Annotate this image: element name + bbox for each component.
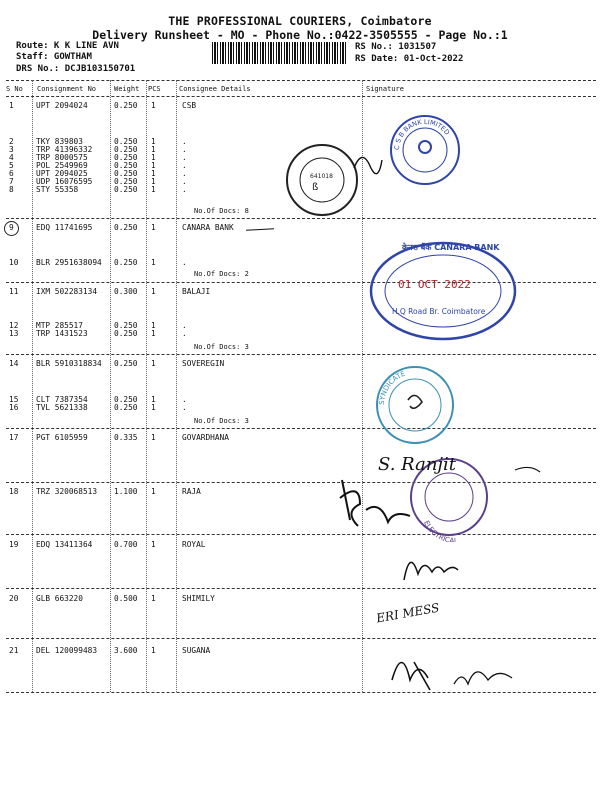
cell-sno: 4 (9, 153, 14, 162)
cell-wt: 0.250 (114, 137, 138, 146)
cell-sno: 7 (9, 177, 14, 186)
cell-pcs: 1 (151, 540, 156, 549)
cell-cno: TVL 5621338 (36, 403, 88, 412)
svg-text:C S B BANK LIMITED (393, 118, 451, 150)
cell-consignee: SHIMILY (182, 594, 215, 603)
cell-sno: 8 (9, 185, 14, 194)
canara-bank-stamp (368, 236, 518, 346)
group-doc-count: No.Of Docs: 8 (194, 207, 249, 215)
cell-wt: 0.250 (114, 395, 138, 404)
canara-address: H.Q Road Br. Coimbatore (392, 307, 486, 316)
col-consignment: Consignment No (37, 85, 97, 93)
col-consignee: Consignee Details (179, 85, 251, 93)
cell-wt: 0.250 (114, 258, 138, 267)
cell-sno: 12 (9, 321, 19, 330)
cell-cno: UPT 2094024 (36, 101, 88, 110)
cell-pcs: 1 (151, 321, 156, 330)
cell-wt: 0.500 (114, 594, 138, 603)
cell-pcs: 1 (151, 223, 156, 232)
cell-consignee: . (182, 395, 187, 404)
cell-cno: IXM 502283134 (36, 287, 98, 296)
cell-cno: TKY 839803 (36, 137, 83, 146)
cell-wt: 0.300 (114, 287, 138, 296)
cell-wt: 0.250 (114, 177, 138, 186)
cell-pcs: 1 (151, 161, 156, 170)
cell-wt: 0.250 (114, 223, 138, 232)
barcode (212, 42, 347, 64)
cell-cno: EDQ 13411364 (36, 540, 93, 549)
csb-stamp-text: C S B BANK LIMITED (392, 117, 452, 151)
cell-cno: TRP 8000575 (36, 153, 88, 162)
cell-consignee: . (182, 258, 187, 267)
staff-label: Staff: GOWTHAM (16, 52, 92, 62)
cell-pcs: 1 (151, 101, 156, 110)
group-doc-count: No.Of Docs: 2 (194, 270, 249, 278)
cell-sno: 11 (9, 287, 19, 296)
cell-cno: TRP 1431523 (36, 329, 88, 338)
pen-mark (246, 228, 274, 230)
cell-sno: 10 (9, 258, 19, 267)
cell-wt: 0.250 (114, 185, 138, 194)
col-sno: S No (6, 85, 23, 93)
signature-royal (396, 540, 466, 590)
cell-sno: 3 (9, 145, 14, 154)
cell-consignee: . (182, 145, 187, 154)
cell-wt: 3.600 (114, 646, 138, 655)
cell-consignee: GOVARDHANA (182, 433, 229, 442)
csb-bank-stamp (385, 110, 465, 190)
cell-sno: 2 (9, 137, 14, 146)
cell-sno: 1 (9, 101, 14, 110)
cell-sno: 21 (9, 646, 19, 655)
group-doc-count: No.Of Docs: 3 (194, 343, 249, 351)
cell-sno: 5 (9, 161, 14, 170)
syndicate-stamp-text: SYNDICATE (377, 369, 407, 406)
cell-consignee: . (182, 185, 187, 194)
rs-number: RS No.: 1031507 (355, 42, 437, 52)
cell-pcs: 1 (151, 153, 156, 162)
cell-cno: BLR 2951638094 (36, 258, 102, 267)
cell-consignee: ROYAL (182, 540, 206, 549)
cell-wt: 1.100 (114, 487, 138, 496)
cell-wt: 0.250 (114, 101, 138, 110)
route-label: Route: K K LINE AVN (16, 41, 119, 51)
cell-sno: 14 (9, 359, 19, 368)
cell-sno: 19 (9, 540, 19, 549)
cell-cno: GLB 663220 (36, 594, 83, 603)
cell-sno: 18 (9, 487, 19, 496)
cell-consignee: . (182, 161, 187, 170)
cell-cno: UPT 2094025 (36, 169, 88, 178)
cell-cno: BLR 5910318834 (36, 359, 102, 368)
cell-consignee: . (182, 137, 187, 146)
row-highlight-circle (4, 221, 19, 236)
svg-text:ß: ß (312, 182, 319, 193)
cell-sno: 17 (9, 433, 19, 442)
cell-wt: 0.250 (114, 359, 138, 368)
runsheet-subtitle: Delivery Runsheet - MO - Phone No.:0422-3505555 - Page No.:1 (92, 28, 508, 42)
signature-raja-text: S. Ranjit (378, 454, 456, 475)
cell-cno: EDQ 11741695 (36, 223, 93, 232)
cell-wt: 0.250 (114, 169, 138, 178)
cell-consignee: . (182, 169, 187, 178)
cell-cno: UDP 16076595 (36, 177, 93, 186)
cell-cno: DEL 120099483 (36, 646, 98, 655)
cell-wt: 0.335 (114, 433, 138, 442)
cell-consignee: . (182, 153, 187, 162)
syndicate-stamp (370, 360, 460, 450)
cell-pcs: 1 (151, 258, 156, 267)
cell-consignee: CANARA BANK (182, 223, 234, 232)
cell-consignee: CSB (182, 101, 197, 110)
cell-wt: 0.250 (114, 403, 138, 412)
cell-consignee: . (182, 403, 187, 412)
col-signature: Signature (366, 85, 404, 93)
cell-pcs: 1 (151, 185, 156, 194)
signature-sugana (384, 640, 524, 700)
rs-date: RS Date: 01-Oct-2022 (355, 54, 464, 64)
seal-code: 641018 (310, 173, 333, 180)
cell-pcs: 1 (151, 137, 156, 146)
col-pcs: PCS (148, 85, 161, 93)
cell-cno: MTP 285517 (36, 321, 83, 330)
cell-wt: 0.250 (114, 329, 138, 338)
cell-consignee: BALAJI (182, 287, 211, 296)
cell-pcs: 1 (151, 594, 156, 603)
cell-wt: 0.250 (114, 161, 138, 170)
cell-consignee: . (182, 177, 187, 186)
cell-sno: 20 (9, 594, 19, 603)
cell-pcs: 1 (151, 169, 156, 178)
cell-pcs: 1 (151, 395, 156, 404)
cell-pcs: 1 (151, 177, 156, 186)
cell-consignee: . (182, 321, 187, 330)
group-doc-count: No.Of Docs: 3 (194, 417, 249, 425)
signature-govardhana-raja (330, 440, 570, 550)
cell-sno: 15 (9, 395, 19, 404)
cell-pcs: 1 (151, 359, 156, 368)
cell-consignee: SOVEREGIN (182, 359, 225, 368)
cell-wt: 0.700 (114, 540, 138, 549)
cell-pcs: 1 (151, 433, 156, 442)
cell-consignee: . (182, 329, 187, 338)
cell-pcs: 1 (151, 646, 156, 655)
cell-cno: PGT 6105959 (36, 433, 88, 442)
company-title: THE PROFESSIONAL COURIERS, Coimbatore (168, 14, 432, 28)
cell-cno: STY 55358 (36, 185, 79, 194)
electrical-stamp-text: ELECTRICAL (422, 519, 458, 542)
cell-pcs: 1 (151, 487, 156, 496)
cell-wt: 0.250 (114, 321, 138, 330)
cell-cno: POL 2549969 (36, 161, 88, 170)
cell-consignee: SUGANA (182, 646, 211, 655)
cell-pcs: 1 (151, 287, 156, 296)
cell-cno: TRP 41396332 (36, 145, 93, 154)
drs-number: DRS No.: DCJB103150701 (16, 64, 136, 74)
cell-sno: 6 (9, 169, 14, 178)
cell-pcs: 1 (151, 403, 156, 412)
stamp-date: 01 OCT 2022 (398, 278, 471, 291)
canara-stamp-text: केनरा बैंक CANARA BANK (402, 243, 500, 252)
cell-sno: 13 (9, 329, 19, 338)
cell-wt: 0.250 (114, 153, 138, 162)
cell-wt: 0.250 (114, 145, 138, 154)
cell-cno: TRZ 320068513 (36, 487, 98, 496)
cell-sno: 16 (9, 403, 19, 412)
cell-consignee: RAJA (182, 487, 201, 496)
cell-sno: 9 (9, 223, 14, 232)
signature-csb (348, 138, 388, 188)
col-weight: Weight (114, 85, 140, 93)
cell-pcs: 1 (151, 145, 156, 154)
cell-pcs: 1 (151, 329, 156, 338)
signature-shimily: ERI MESS (375, 600, 441, 626)
cell-cno: CLT 7387354 (36, 395, 88, 404)
